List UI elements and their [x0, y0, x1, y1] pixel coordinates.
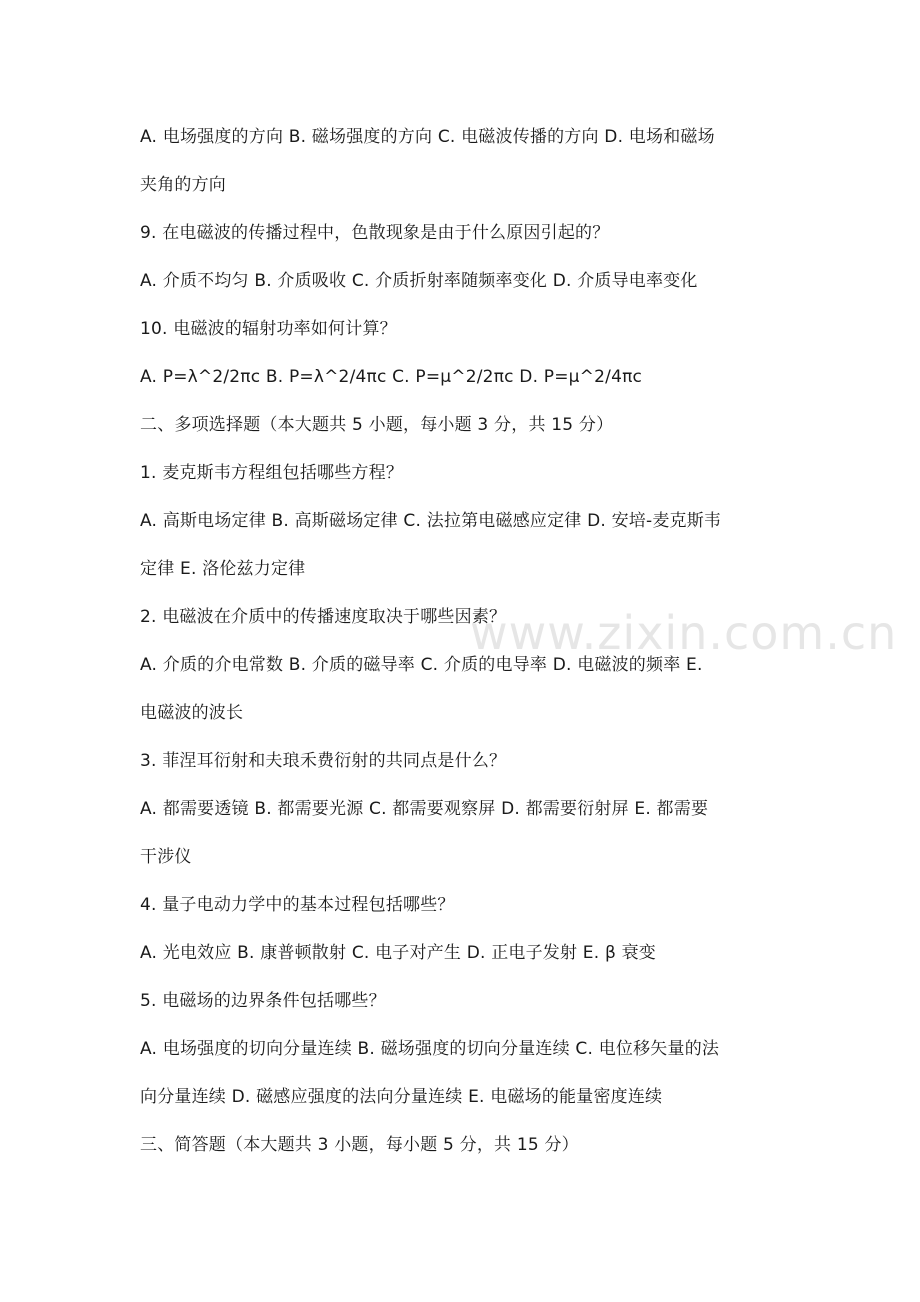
question-title: 1. 麦克斯韦方程组包括哪些方程？	[140, 463, 404, 483]
question-title: 3. 菲涅耳衍射和夫琅禾费衍射的共同点是什么？	[140, 751, 507, 771]
question-title: 10. 电磁波的辐射功率如何计算？	[140, 319, 397, 339]
document-body	[140, 113, 790, 1169]
section-heading: 二、多项选择题（本大题共 5 小题，每小题 3 分，共 15 分）	[140, 415, 614, 435]
text-line: A. 电场强度的切向分量连续 B. 磁场强度的切向分量连续 C. 电位移矢量的法	[140, 1039, 720, 1059]
question-title: 4. 量子电动力学中的基本过程包括哪些？	[140, 895, 455, 915]
text-line: A. 光电效应 B. 康普顿散射 C. 电子对产生 D. 正电子发射 E. β 衰变	[140, 943, 656, 963]
question-title: 9. 在电磁波的传播过程中，色散现象是由于什么原因引起的？	[140, 223, 610, 243]
text-line: 电磁波的波长	[140, 703, 244, 723]
text-line: A. 电场强度的方向 B. 磁场强度的方向 C. 电磁波传播的方向 D. 电场和磁场	[140, 127, 715, 147]
watermark: www.zixin.com.cn	[470, 606, 898, 660]
text-line: 干涉仪	[140, 847, 192, 867]
text-line: A. 介质不均匀 B. 介质吸收 C. 介质折射率随频率变化 D. 介质导电率变化	[140, 271, 698, 291]
text-line: 定律 E. 洛伦兹力定律	[140, 559, 306, 579]
section-heading: 三、简答题（本大题共 3 小题，每小题 5 分，共 15 分）	[140, 1135, 579, 1155]
text-line: A. 都需要透镜 B. 都需要光源 C. 都需要观察屏 D. 都需要衍射屏 E. 都需要	[140, 799, 709, 819]
text-line: 向分量连续 D. 磁感应强度的法向分量连续 E. 电磁场的能量密度连续	[140, 1087, 663, 1107]
question-title: 5. 电磁场的边界条件包括哪些？	[140, 991, 386, 1011]
text-line: A. 介质的介电常数 B. 介质的磁导率 C. 介质的电导率 D. 电磁波的频率 E.	[140, 655, 703, 675]
text-line: A. 高斯电场定律 B. 高斯磁场定律 C. 法拉第电磁感应定律 D. 安培-麦克斯韦	[140, 511, 722, 531]
text-line: 夹角的方向	[140, 175, 226, 195]
question-title: 2. 电磁波在介质中的传播速度取决于哪些因素？	[140, 607, 507, 627]
text-line: A. P=λ^2/2πc B. P=λ^2/4πc C. P=μ^2/2πc D. P=μ^2/4πc	[140, 367, 643, 387]
